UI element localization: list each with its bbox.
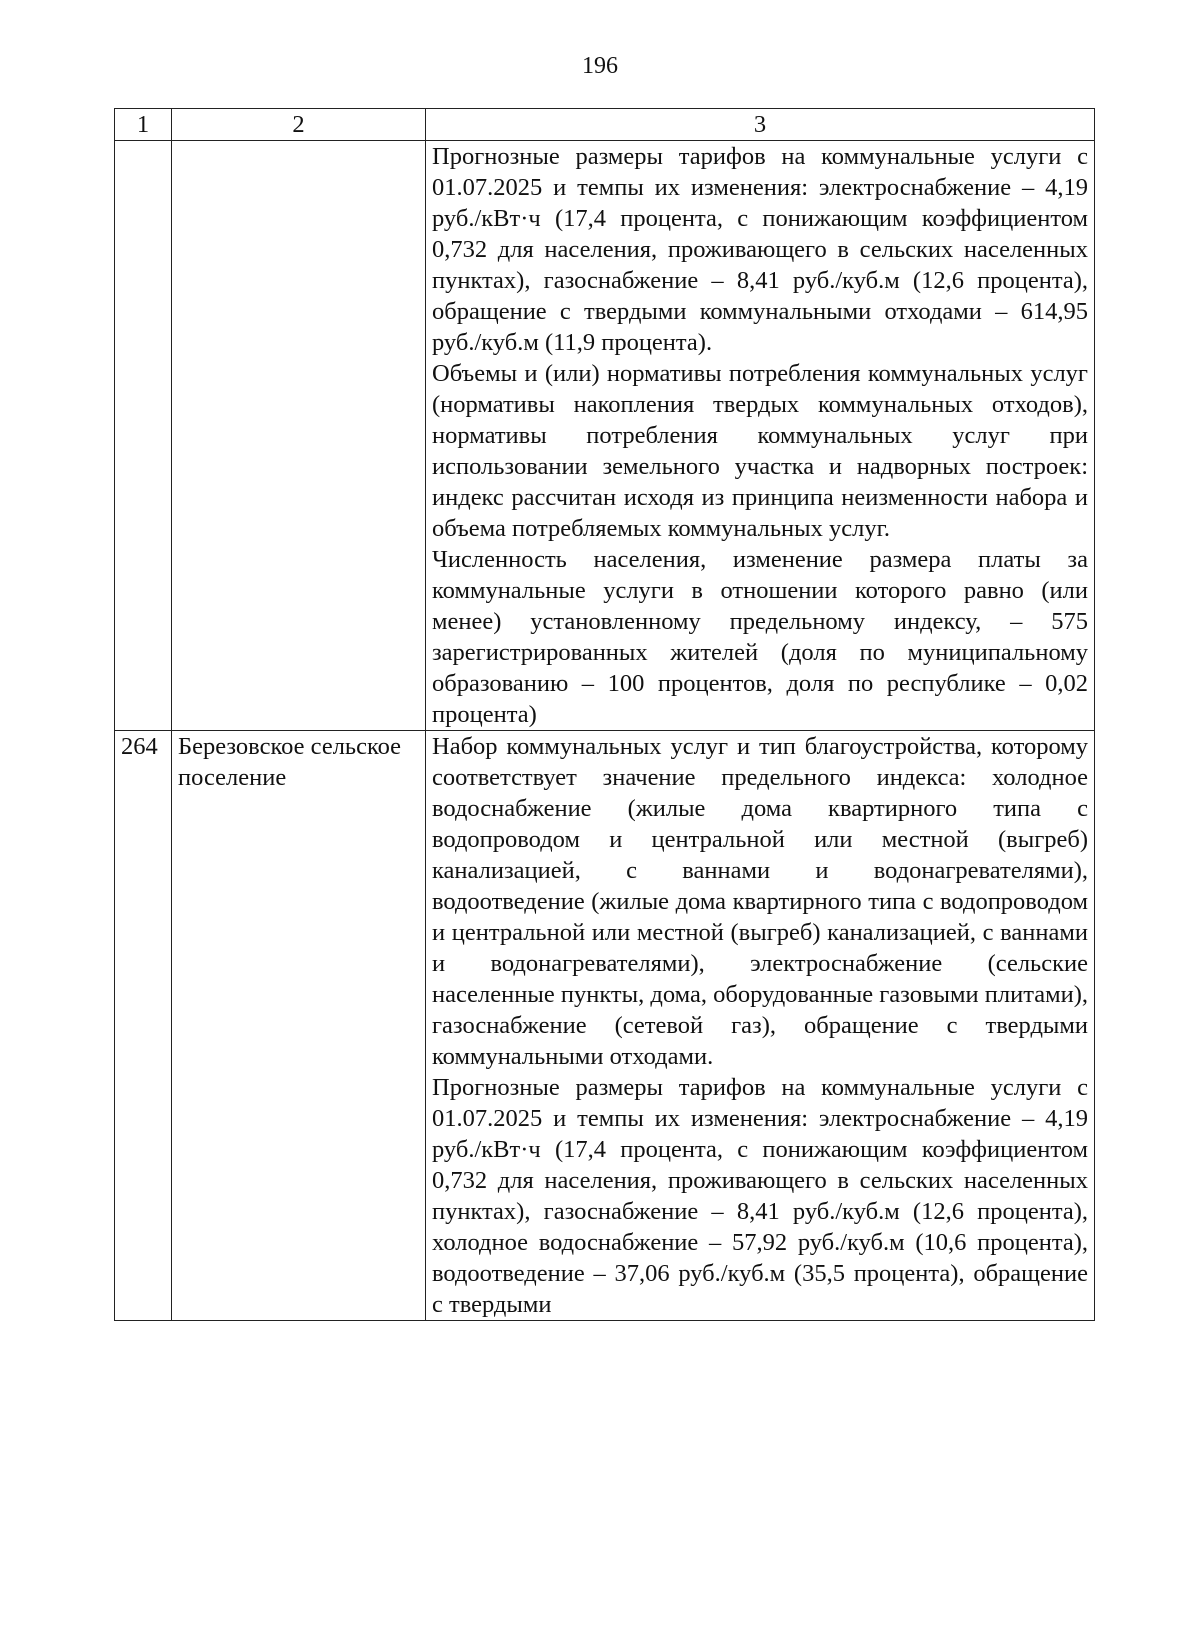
tariff-table — [114, 108, 1095, 1321]
table-header-row — [115, 109, 1095, 141]
page-number: 196 — [582, 53, 618, 79]
paragraph-tariffs: Прогнозные размеры тарифов на коммунальные услуги с 01.07.2025 и темпы их изменения: электроснабжение – 4,19 руб./кВт·ч (17,4 процента, с понижающим коэффициентом 0,732 для населения, проживающего в сельских населенных пунктах), газоснабжение – 8,41 руб./куб.м (12,6 процента), холодное водоснабжение – 57,92 руб./куб.м (10,6 процента), водоотведение – 37,06 руб./куб.м (35,5 процента), обращение с твердыми — [432, 1074, 1088, 1318]
table-row — [115, 731, 1095, 1321]
column-header-2: 2 — [172, 109, 426, 141]
column-header-3: 3 — [426, 109, 1095, 141]
paragraph-population: Численность населения, изменение размера платы за коммунальные услуги в отношении которого равно (или менее) установленному предельному индексу, – 575 зарегистрированных жителей (доля по муниципальному образованию – 100 процентов, доля по республике – 0,02 процента) — [432, 546, 1088, 728]
description-cell — [426, 731, 1095, 1321]
municipality-cell — [172, 141, 426, 731]
column-header-1: 1 — [115, 109, 172, 141]
municipality-cell: Березовское сельское поселение — [172, 731, 426, 1321]
paragraph-tariffs: Прогнозные размеры тарифов на коммунальные услуги с 01.07.2025 и темпы их изменения: электроснабжение – 4,19 руб./кВт·ч (17,4 процента, с понижающим коэффициентом 0,732 для населения, проживающего в сельских населенных пунктах), газоснабжение – 8,41 руб./куб.м (12,6 процента), обращение с твердыми коммунальными отходами – 614,95 руб./куб.м (11,9 процента). — [432, 143, 1088, 356]
row-number-cell: 264 — [115, 731, 172, 1321]
row-number-cell — [115, 141, 172, 731]
paragraph-volumes: Объемы и (или) нормативы потребления коммунальных услуг (нормативы накопления твердых коммунальных отходов), нормативы потребления коммунальных услуг при использовании земельного участка и надворных построек: индекс рассчитан исходя из принципа неизменности набора и объема потребляемых коммунальных услуг. — [432, 360, 1088, 542]
table-row — [115, 141, 1095, 731]
paragraph-services-set: Набор коммунальных услуг и тип благоустройства, которому соответствует значение предельного индекса: холодное водоснабжение (жилые дома квартирного типа с водопроводом и центральной или местной (выгреб) канализацией, с ваннами и водонагревателями), водоотведение (жилые дома квартирного типа с водопроводом и центральной или местной (выгреб) канализацией, с ваннами и водонагревателями), электроснабжение (сельские населенные пункты, дома, оборудованные газовыми плитами), газоснабжение (сетевой газ), обращение с твердыми коммунальными отходами. — [432, 733, 1088, 1070]
description-cell — [426, 141, 1095, 731]
